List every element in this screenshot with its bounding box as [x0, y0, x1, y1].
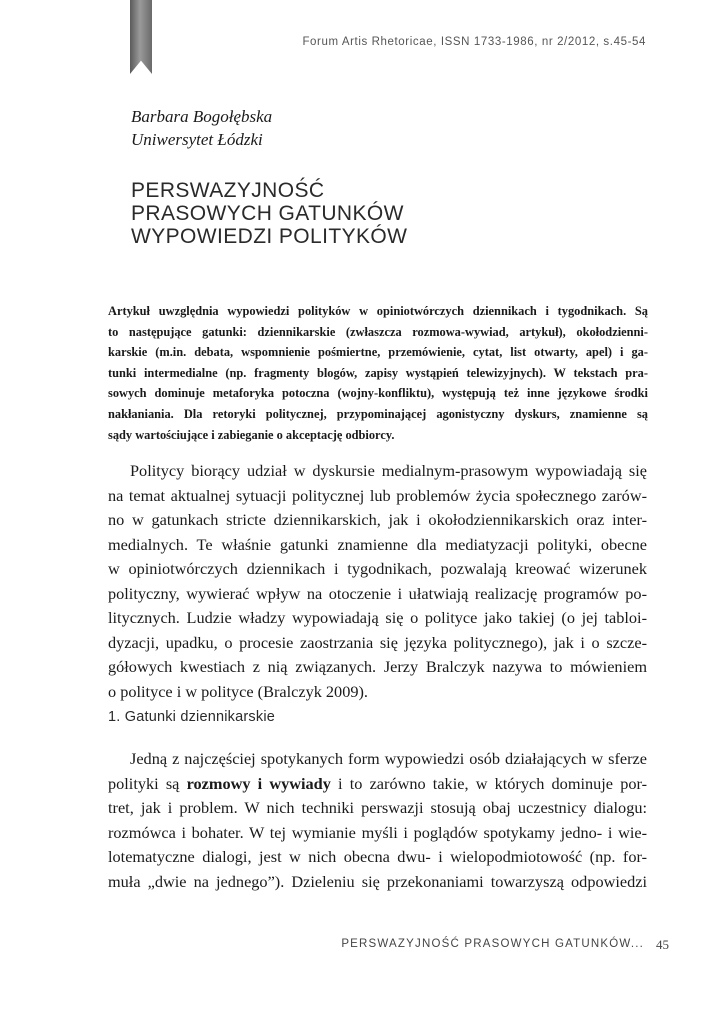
- title-line: PRASOWYCH GATUNKÓW: [131, 202, 404, 225]
- bookmark-ribbon-icon: [130, 0, 152, 74]
- body-line: no w gatunkach stricte dziennikarskich, jak i okołodziennikarskich oraz inter-: [108, 510, 647, 529]
- abstract-line: karskie (m.in. debata, wspomnienie pośmiertne, przemówienie, cytat, list otwarty, apel) i ga-: [108, 345, 648, 360]
- page-number: 45: [656, 937, 669, 952]
- body-line: Jedną z najczęściej spotykanych form wypowiedzi osób działających w sferze: [130, 749, 647, 768]
- body-line: dyzacji, upadku, o procesie zaostrzania się języka politycznego), jak i o szcze-: [108, 632, 647, 652]
- abstract-line: sowych dominuje metaforyka potoczna (wojny-konfliktu), występują też inne językowe środki: [108, 386, 648, 401]
- body-line: medialnych. Te właśnie gatunki znamienne dla mediatyzacji polityki, obecne: [108, 534, 647, 554]
- body-line: muła „dwie na jednego”). Dzieleniu się przekonaniami towarzyszą odpowiedzi: [108, 871, 647, 891]
- body-line: w opiniotwórczych dziennikach i tygodnikach, pozwalają kreować wizerunek: [108, 559, 647, 578]
- body-line: o polityce i w polityce (Bralczyk 2009).: [108, 681, 368, 701]
- body-line: polityczny, wywierać wpływ na otoczenie i ułatwiają realizację programów po-: [108, 583, 647, 603]
- section-heading: 1. Gatunki dziennikarskie: [108, 709, 275, 725]
- title-line: WYPOWIEDZI POLITYKÓW: [131, 225, 408, 248]
- author-name: Barbara Bogołębska: [131, 107, 273, 126]
- body-text: polityki są: [108, 773, 187, 793]
- body-line: na temat aktualnej sytuacji politycznej lub problemów życia społecznego zarów-: [108, 485, 647, 505]
- title-line: PERSWAZYJNOŚĆ: [131, 179, 325, 202]
- author-block: [131, 105, 272, 151]
- abstract-line: nakłaniania. Dla retoryki politycznej, przypominającej agonistyczny dyskurs, znamienne są: [108, 406, 648, 421]
- body-line: Politycy biorący udział w dyskursie medialnym-prasowym wypowiadają się: [130, 461, 647, 480]
- body-line: [108, 772, 647, 797]
- body-text: i to zarówno takie, w których dominuje por-: [330, 773, 648, 793]
- abstract: [108, 301, 648, 445]
- abstract-line: sądy wartościujące i zabieganie o akceptację odbiorcy.: [108, 427, 395, 442]
- journal-citation: Forum Artis Rhetoricae, ISSN 1733-1986, nr 2/2012, s.45-54: [302, 36, 646, 48]
- running-title: PERSWAZYJNOŚĆ PRASOWYCH GATUNKÓW...: [341, 938, 644, 950]
- author-affiliation: Uniwersytet Łódzki: [131, 130, 263, 149]
- body-line: gółowych kwestiach z nią związanych. Jerzy Bralczyk nazywa to mówieniem: [108, 657, 647, 676]
- body-paragraph-intro: [108, 459, 647, 704]
- body-line: litycznych. Ludzie władzy wypowiadają się o polityce jako takiej (o jej tabloi-: [108, 608, 647, 627]
- abstract-line: Artykuł uwzględnia wypowiedzi polityków w opiniotwórczych dziennikach i tygodnikach. Są: [108, 304, 648, 318]
- body-line: lotematyczne dialogi, jest w nich obecna dwu- i wielopodmiotowość (np. for-: [108, 847, 647, 866]
- body-line: tret, jak i problem. W nich techniki perswazji stosują obaj uczestnicy dialogu:: [108, 798, 647, 817]
- bold-term: rozmowy i wywiady: [186, 773, 331, 793]
- body-paragraph-section: [108, 747, 647, 894]
- abstract-line: tunki intermedialne (np. fragmenty blogów, zapisy wystąpień telewizyjnych). W tekstach pra-: [108, 365, 648, 380]
- abstract-line: to następujące gatunki: dziennikarskie (zwłaszcza rozmowa-wywiad, artykuł), okołodzienni-: [108, 324, 648, 339]
- body-line: rozmówca i bohater. W tej wymianie myśli i poglądów spotykamy jedno- i wie-: [108, 822, 647, 842]
- article-title: [131, 179, 407, 248]
